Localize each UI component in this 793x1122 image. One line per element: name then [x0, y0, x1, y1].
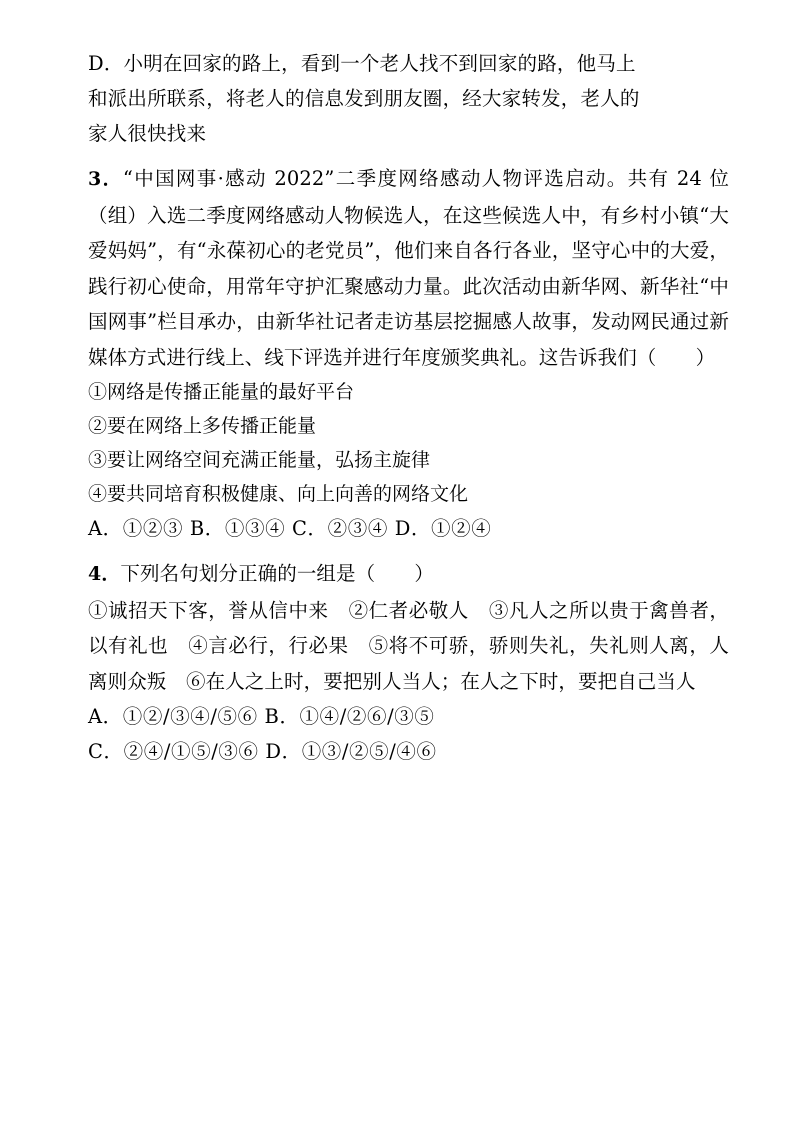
question-4-block [88, 556, 729, 769]
option-d-line-3: 家人很快找来 [88, 122, 207, 145]
question-4-statement-1: ①诚招天下客，誉从信中来 ②仁者必敬人 ③凡人之所以贵于禽兽者，以有礼也 ④言必行，行必果 ⑤将不可骄，骄则失礼，失礼则人离，人离则众叛 ⑥在人之上时，要把别人当人；在人之下时，要把自己当人 [88, 598, 729, 693]
question-3-number: 3． [88, 168, 123, 190]
question-3-statement-1: ①网络是传播正能量的最好平台 [88, 381, 355, 403]
question-4-stem-wrap [88, 556, 729, 593]
question-3-statement-4: ④要共同培育积极健康、向上向善的网络文化 [88, 483, 469, 505]
question-3-block [88, 161, 729, 546]
option-d-line-1: D．小明在回家的路上，看到一个老人找不到回家的路，他马上 [88, 52, 636, 75]
option-d-line-2: 和派出所联系，将老人的信息发到朋友圈，经大家转发，老人的 [88, 87, 640, 110]
question-3-statement-3: ③要让网络空间充满正能量，弘扬主旋律 [88, 449, 431, 471]
question-4-answer-line-2: C．②④/①⑤/③⑥ D．①③/②⑤/④⑥ [88, 740, 437, 763]
question-4-answer-line-1: A．①②/③④/⑤⑥ B．①④/②⑥/③⑤ [88, 705, 435, 728]
question-3-stem-wrap [88, 161, 729, 375]
option-d-block [88, 46, 729, 151]
question-4-number: 4． [88, 563, 121, 585]
question-3-answer-line-1: A．①②③ B．①③④ C．②③④ D．①②④ [88, 517, 492, 540]
question-3-statement-2: ②要在网络上多传播正能量 [88, 415, 317, 437]
question-4-stem: 下列名句划分正确的一组是（ ） [120, 562, 435, 585]
question-3-stem: “中国网事·感动 2022”二季度网络感动人物评选启动。共有 24 位（组）入选二季度网络感动人物候选人，在这些候选人中，有乡村小镇“大爱妈妈”，有“永葆初心的老党员”，他们来自各行各业，坚守心中的大爱，践行初心使命，用常年守护汇聚感动力量。此次活动由新华网、新华社“中国网事”栏目承办，由新华社记者走访基层挖掘感人故事，发动网民通过新媒体方式进行线上、线下评选并进行年度颁奖典礼。这告诉我们（ ） [88, 167, 730, 369]
